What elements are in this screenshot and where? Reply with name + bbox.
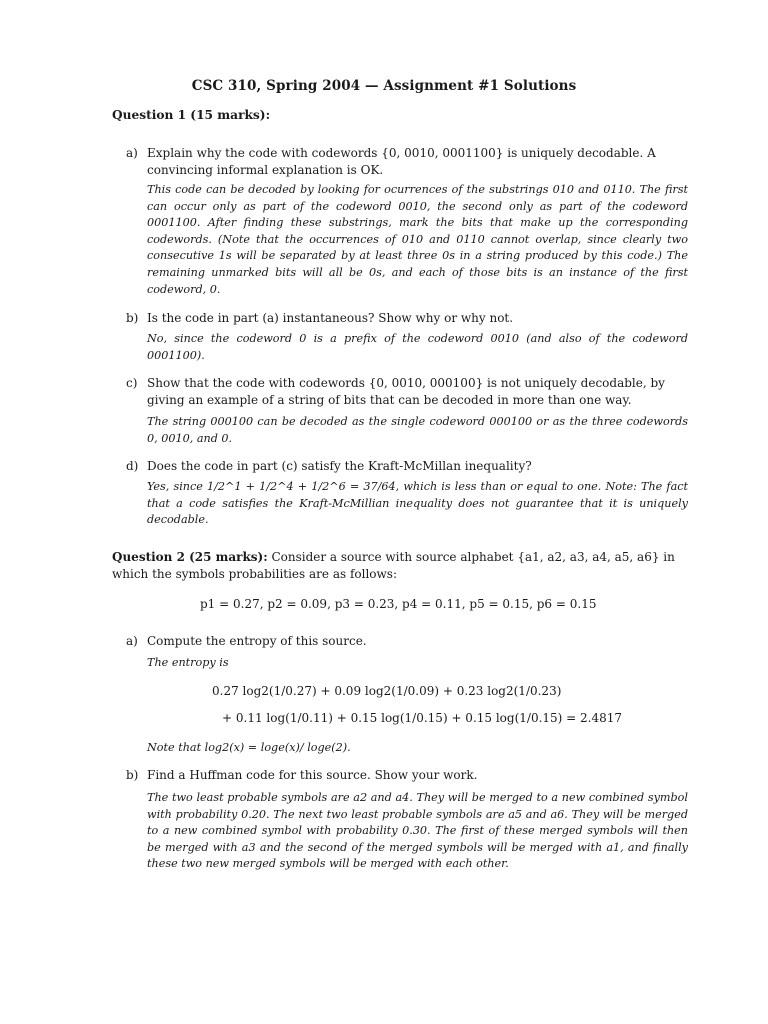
part-label: b) (126, 311, 139, 325)
entropy-formula-line-2: + 0.11 log(1/0.11) + 0.15 log(1/0.15) + 0.15 log(1/0.15) = 2.4817 (222, 711, 623, 725)
probabilities-line: p1 = 0.27, p2 = 0.09, p3 = 0.23, p4 = 0.11, p5 = 0.15, p6 = 0.15 (200, 597, 597, 611)
part-label: d) (126, 459, 139, 473)
question-2-heading: Question 2 (25 marks): (112, 550, 268, 564)
question-2a (126, 633, 688, 650)
answer-1d: Yes, since 1/2^1 + 1/2^4 + 1/2^6 = 37/64, which is less than or equal to one. Note: The fact that a code satisfies the Kraft-McMillian inequality does not guarantee that it is uniquely decodable. (147, 480, 688, 527)
question-1c-text: Show that the code with codewords {0, 0010, 000100} is not uniquely decodable, by giving an example of a string of bits that can be decoded in more than one way. (147, 376, 665, 407)
entropy-formula-line-1: 0.27 log2(1/0.27) + 0.09 log2(1/0.09) + 0.23 log2(1/0.23) (212, 684, 562, 698)
answer-2a-intro: The entropy is (147, 656, 229, 669)
question-1b (126, 310, 688, 327)
question-1a-text: Explain why the code with codewords {0, 0010, 0001100} is uniquely decodable. A convincing informal explanation is OK. (147, 146, 656, 177)
answer-1c: The string 000100 can be decoded as the single codeword 000100 or as the three codewords 0, 0010, and 0. (147, 415, 688, 445)
question-1d (126, 458, 688, 475)
part-label: b) (126, 768, 139, 782)
question-1d-text: Does the code in part (c) satisfy the Kraft-McMillan inequality? (147, 459, 532, 473)
question-2a-text: Compute the entropy of this source. (147, 634, 367, 648)
question-2b (126, 767, 688, 784)
question-2-intro-block (112, 549, 688, 583)
part-label: c) (126, 376, 138, 390)
question-1-heading-text: Question 1 (15 marks): (112, 108, 271, 122)
question-1a (126, 145, 688, 178)
answer-1b: No, since the codeword 0 is a prefix of the codeword 0010 (and also of the codeword 0001100). (147, 332, 688, 362)
part-label: a) (126, 634, 138, 648)
answer-1a: This code can be decoded by looking for ocurrences of the substrings 010 and 0110. The first can occur only as part of the codeword 0010, the second only as part of the codeword 0001100. After finding these substrings, mark the bits that make up the corresponding codewords. (Note that the occurrences of 010 and 0110 cannot overlap, since clearly two consecutive 1s will be separated by at least three 0s in a string produced by this code.) The remaining unmarked bits will all be 0s, and each of those bits is an instance of the first codeword, 0. (147, 183, 688, 296)
question-2-intro: Consider a source with source alphabet {a1, a2, a3, a4, a5, a6} in which the symbols probabilities are as follows: (112, 550, 675, 581)
question-2b-text: Find a Huffman code for this source. Show your work. (147, 768, 478, 782)
question-1-heading (112, 108, 270, 122)
page-title: CSC 310, Spring 2004 — Assignment #1 Solutions (191, 78, 577, 94)
question-1b-text: Is the code in part (a) instantaneous? Show why or why not. (147, 311, 514, 325)
question-1c (126, 375, 688, 408)
part-label: a) (126, 146, 138, 160)
entropy-note: Note that log2(x) = loge(x)/ loge(2). (147, 741, 351, 754)
answer-2b: The two least probable symbols are a2 and a4. They will be merged to a new combined symbol with probability 0.20. The next two least probable symbols are a5 and a6. They will be merged to a new combined symbol with probability 0.30. The first of these merged symbols will then be merged with a3 and the second of the merged symbols will be merged with a1, and finally these two new merged symbols will be merged with each other. (147, 791, 688, 871)
